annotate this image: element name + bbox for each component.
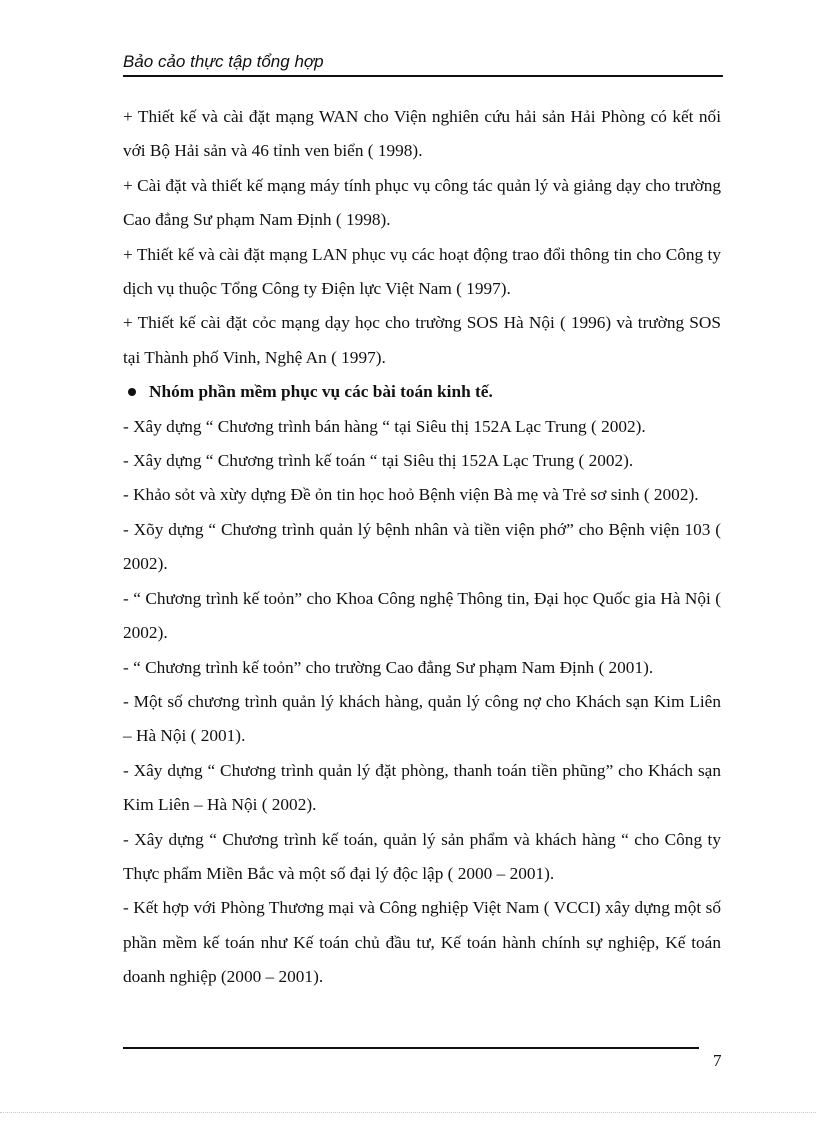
footer-divider [123, 1047, 699, 1049]
software-item-8: - Xây dựng “ Chương trình quản lý đặt phòng, thanh toán tiền phũng” cho Khách sạn Kim Liên – Hà Nội ( 2002). [123, 760, 721, 815]
document-body [123, 100, 721, 995]
header-divider [123, 75, 723, 77]
software-item-10: - Kết hợp với Phòng Thương mại và Công nghiệp Việt Nam ( VCCI) xây dựng một số phần mềm kế toán như Kế toán chủ đầu tư, Kế toán hành chính sự nghiệp, Kế toán doanh nghiệp (2000 – 2001). [123, 898, 721, 987]
page-number: 7 [713, 1051, 722, 1070]
software-item-6: - “ Chương trình kế toỏn” cho trường Cao đẳng Sư phạm Nam Định ( 2001). [123, 657, 654, 677]
network-item-1: + Thiết kế và cài đặt mạng WAN cho Viện nghiên cứu hải sản Hải Phòng có kết nối với Bộ Hải sản và 46 tỉnh ven biển ( 1998). [123, 107, 721, 161]
software-item-1: - Xây dựng “ Chương trình bán hàng “ tại Siêu thị 152A Lạc Trung ( 2002). [123, 416, 646, 436]
software-item-7: - Một số chương trình quản lý khách hàng, quản lý công nợ cho Khách sạn Kim Liên – Hà Nội ( 2001). [123, 691, 721, 746]
network-item-3: + Thiết kế và cài đặt mạng LAN phục vụ các hoạt động trao đổi thông tin cho Công ty dịch vụ thuộc Tổng Công ty Điện lực Việt Nam ( 1997). [123, 244, 721, 299]
section-heading-software [123, 375, 721, 409]
bullet-icon [128, 388, 136, 396]
software-item-2: - Xây dựng “ Chương trình kế toán “ tại Siêu thị 152A Lạc Trung ( 2002). [123, 451, 634, 471]
section-heading-text: Nhóm phần mềm phục vụ các bài toán kinh tế. [149, 382, 493, 402]
software-item-3: - Khảo sỏt và xừy dựng Đề ỏn tin học hoỏ Bệnh viện Bà mẹ và Trẻ sơ sinh ( 2002). [123, 485, 699, 505]
software-item-9: - Xây dựng “ Chương trình kế toán, quản lý sản phẩm và khách hàng “ cho Công ty Thực phẩm Miền Bắc và một số đại lý độc lập ( 2000 – 2001). [123, 829, 721, 883]
network-item-2: + Cài đặt và thiết kế mạng máy tính phục vụ công tác quản lý và giảng dạy cho trường Cao đẳng Sư phạm Nam Định ( 1998). [123, 175, 721, 230]
software-item-4: - Xõy dựng “ Chương trình quản lý bệnh nhân và tiền viện phớ” cho Bệnh viện 103 ( 2002). [123, 519, 721, 574]
software-item-5: - “ Chương trình kế toỏn” cho Khoa Công nghệ Thông tin, Đại học Quốc gia Hà Nội ( 2002). [123, 588, 721, 643]
page-bottom-border [0, 1112, 816, 1113]
network-item-4: + Thiết kế cài đặt cỏc mạng dạy học cho trường SOS Hà Nội ( 1996) và trường SOS tại Thành phố Vinh, Nghệ An ( 1997). [123, 313, 721, 367]
page-header-title: Bảo cảo thực tập tổng hợp [123, 52, 324, 71]
